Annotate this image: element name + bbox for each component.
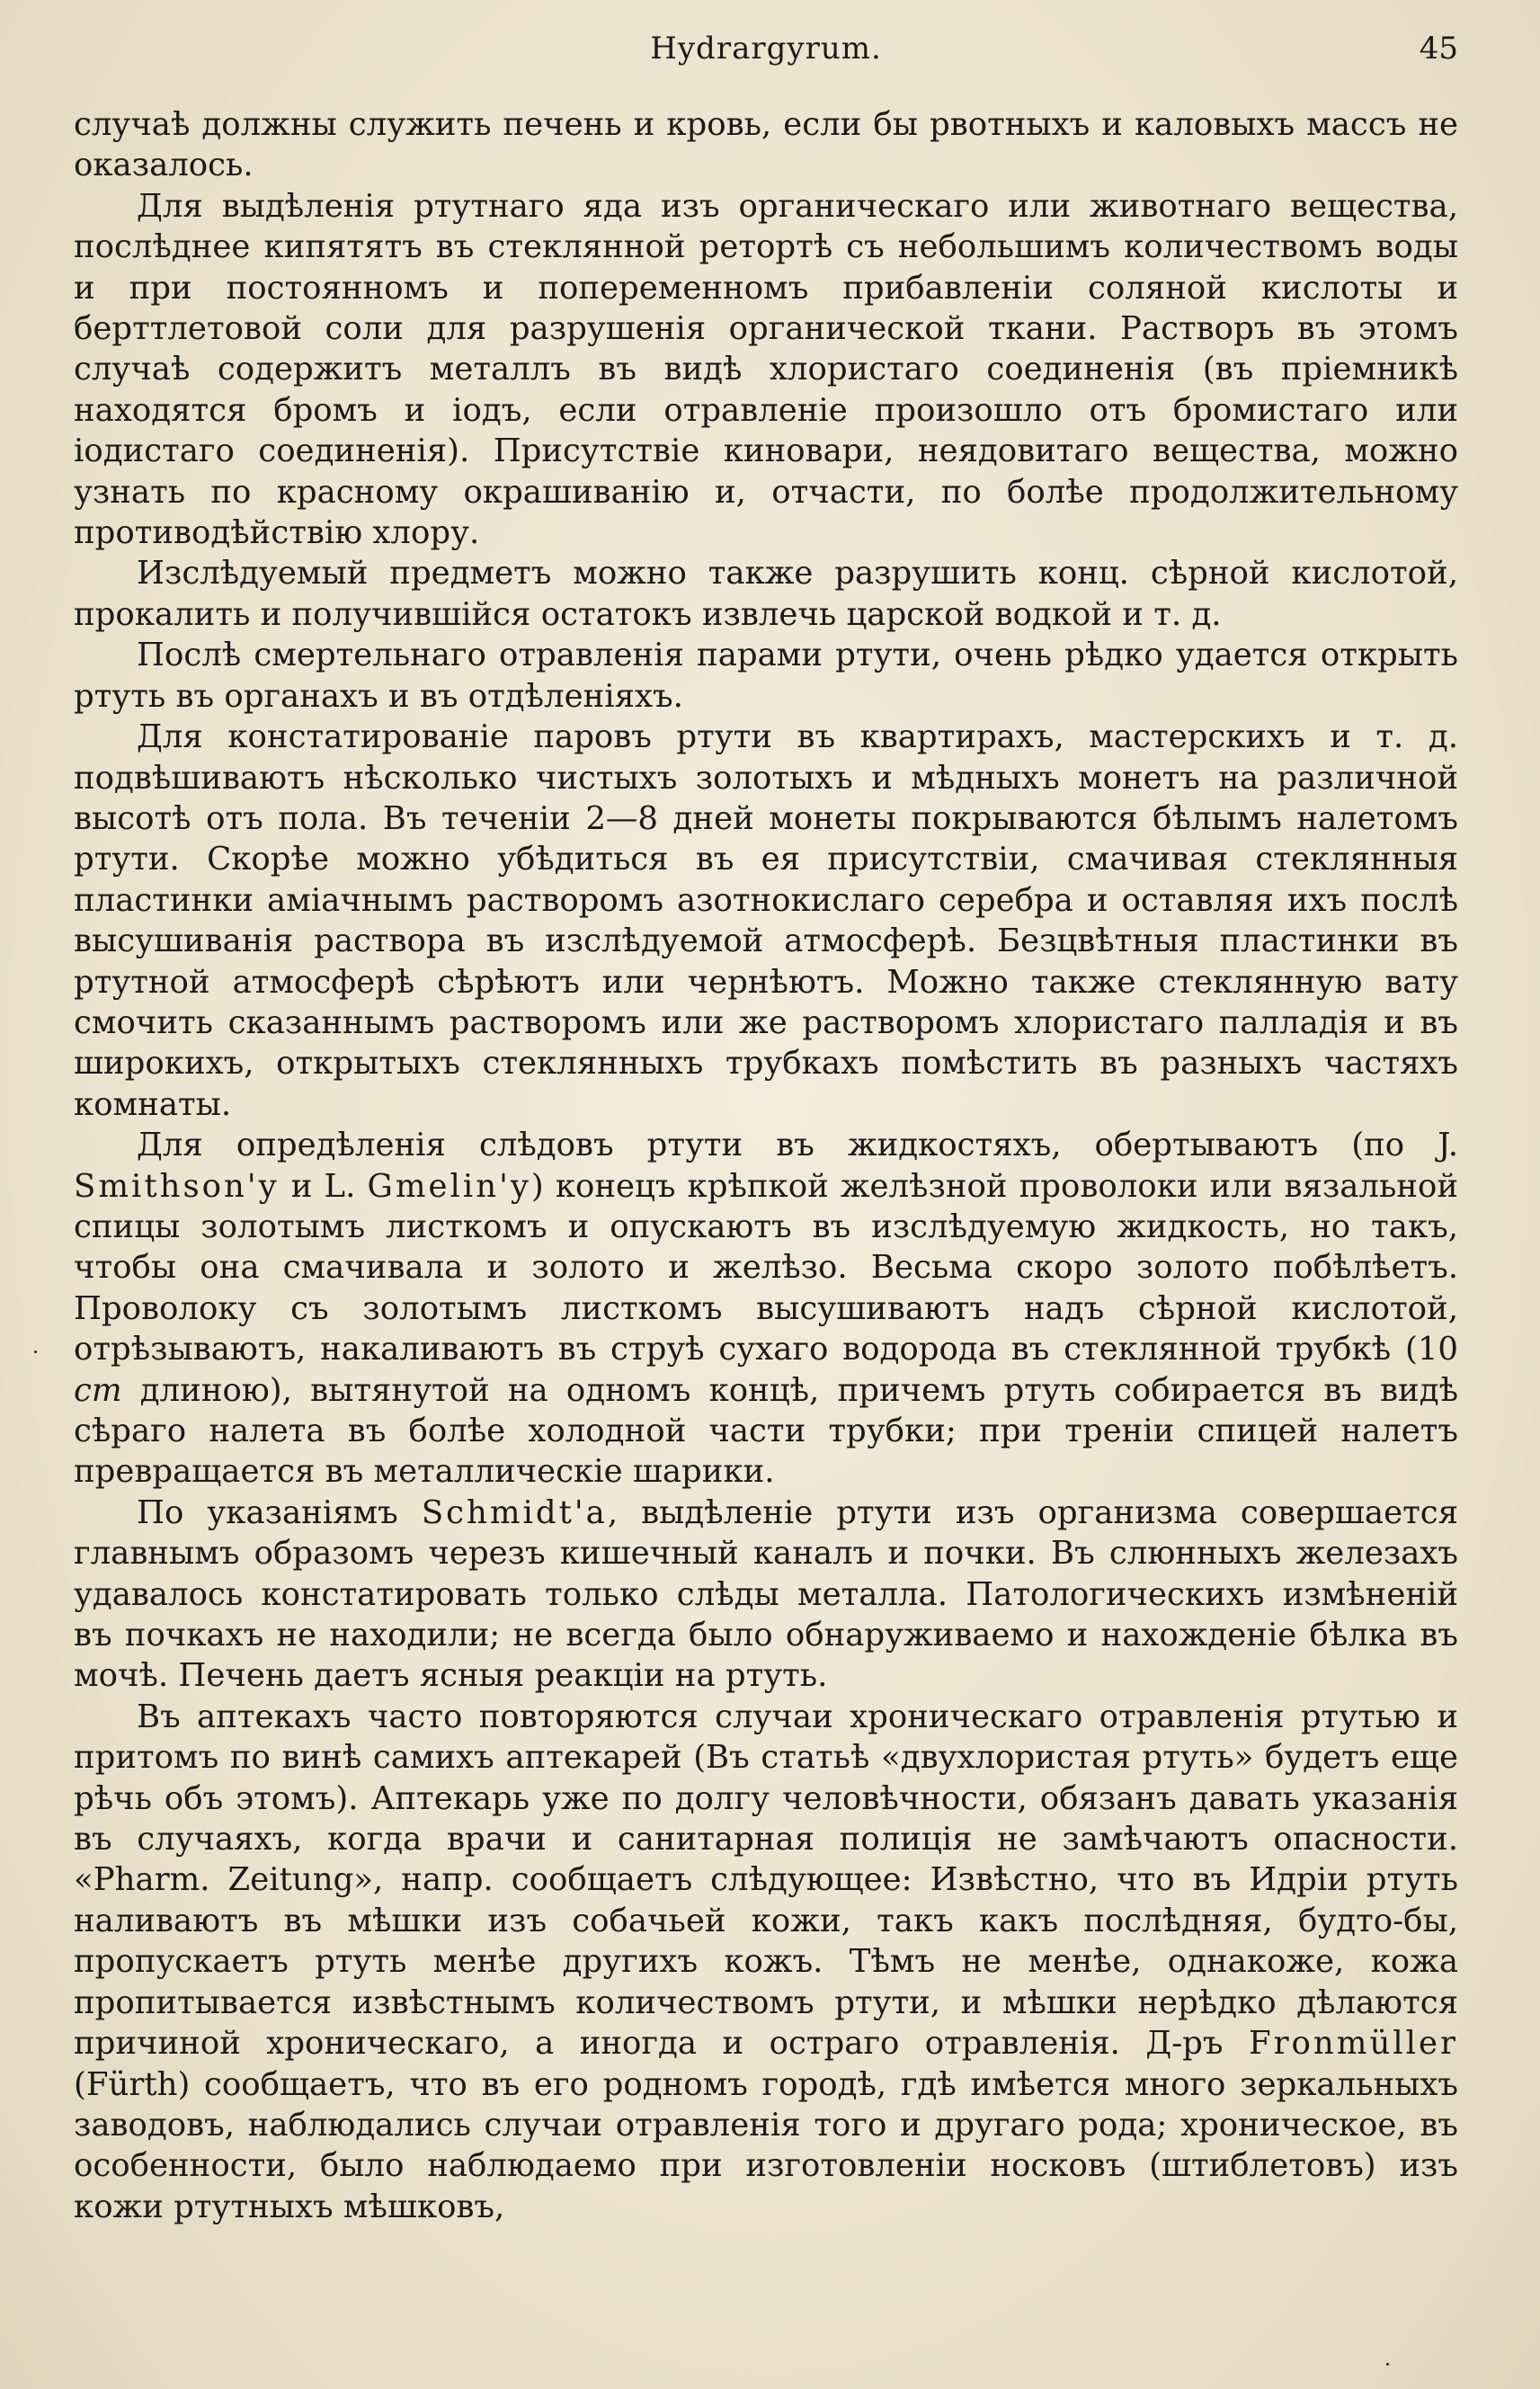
paragraph [74,1697,1458,2227]
paragraph [74,1125,1458,1493]
author-name: Schmidt'a [421,1493,608,1531]
text-run: и L. [279,1167,368,1205]
text-run: , выдѣленіе ртути изъ организма совершается главнымъ образомъ черезъ кишечный каналъ и почки. Въ слюнныхъ железахъ удавалось констатировать только слѣды металла. Патологическихъ измѣненій въ почкахъ не находили; не всегда было обнаруживаемо и нахожденіе бѣлка въ мочѣ. Печень даетъ ясныя реакціи на ртуть. [74,1493,1458,1695]
ink-speck [1386,2363,1389,2366]
paragraph: Изслѣдуемый предметъ можно также разрушить конц. сѣрной кислотой, прокалить и получившійся остатокъ извлечь царской водкой и т. д. [74,555,1458,633]
author-name: Smithson'y [74,1167,280,1205]
text-run: По указаніямъ [137,1493,422,1531]
paragraph: случаѣ должны служить печень и кровь, если бы рвотныхъ и каловыхъ массъ не оказалось. [74,106,1458,184]
text-run: ) конецъ крѣпкой желѣзной проволоки или вязальной спицы золотымъ листкомъ и опускаютъ въ изслѣдуемую жидкость, но такъ, чтобы она смачивала и золото и желѣзо. Весьма скоро золото побѣлѣетъ. Проволоку съ золотымъ листкомъ высушиваютъ надъ сѣрной кислотой, отрѣзываютъ, накаливаютъ въ струѣ сухаго водорода въ стеклянной трубкѣ (10 [74,1167,1458,1368]
unit: cm [74,1371,122,1409]
author-name: Fronmüller [1248,2025,1458,2063]
page-number: 45 [1419,31,1458,67]
text-run: (Fürth) сообщаетъ, что въ его родномъ городѣ, гдѣ имѣется много зеркальныхъ заводовъ, наблюдались случаи отравленія того и другаго рода; хроническое, въ особенности, было наблюдаемо при изготовленіи носковъ (штиблетовъ) изъ кожи ртутныхъ мѣшковъ, [74,2065,1458,2225]
paragraph: Послѣ смертельнаго отравленія парами ртути, очень рѣдко удается открыть ртуть въ органахъ и въ отдѣленіяхъ. [74,637,1458,715]
text-run: длиною), вытянутой на одномъ концѣ, причемъ ртуть собирается въ видѣ сѣраго налета въ болѣе холодной части трубки; при треніи спицей налетъ превращается въ металлическіе шарики. [74,1371,1458,1491]
ink-speck [34,1350,37,1353]
paragraph [74,1493,1458,1697]
text-run: Въ аптекахъ часто повторяются случаи хроническаго отравленія ртутью и притомъ по винѣ самихъ аптекарей (Въ статьѣ «двухлористая ртуть» будетъ еще рѣчь объ этомъ). Аптекарь уже по долгу человѣчности, обязанъ давать указанія въ случаяхъ, когда врачи и санитарная полиція не замѣчаютъ опасности. «Pharm. Zeitung», напр. сообщаетъ слѣдующее: Извѣстно, что въ Идріи ртуть наливаютъ въ мѣшки изъ собачьей кожи, такъ какъ послѣдняя, будто-бы, пропускаетъ ртуть менѣе другихъ кожъ. Тѣмъ не менѣе, однакоже, кожа пропитывается извѣстнымъ количествомъ ртути, и мѣшки нерѣдко дѣлаются причиной хроническаго, а иногда и остраго отравленія. Д-ръ [74,1698,1458,2063]
running-head [74,23,1458,74]
body-text [74,104,1458,2227]
paragraph: Для выдѣленія ртутнаго яда изъ органическаго или животнаго вещества, послѣднее кипятятъ въ стеклянной ретортѣ съ небольшимъ количествомъ воды и при постоянномъ и попеременномъ прибавленіи соляной кислоты и берттлетовой соли для разрушенія органической ткани. Растворъ въ этомъ случаѣ содержитъ металлъ въ видѣ хлористаго соединенія (въ пріемникѣ находятся бромъ и іодъ, если отравленіе произошло отъ бромистаго или іодистаго соединенія). Присутствіе киновари, неядовитаго вещества, можно узнать по красному окрашиванію и, отчасти, по болѣе продолжительному противодѣйствію хлору. [74,187,1458,552]
text-run: Для опредѣленія слѣдовъ ртути въ жидкостяхъ, обертываютъ (по J. [137,1127,1458,1164]
author-name: Gmelin'y [367,1167,531,1205]
running-title: Hydrargyrum. [650,31,882,67]
paragraph: Для констатированіе паровъ ртути въ квартирахъ, мастерскихъ и т. д. подвѣшиваютъ нѣсколько чистыхъ золотыхъ и мѣдныхъ монетъ на различной высотѣ отъ пола. Въ теченіи 2—8 дней монеты покрываются бѣлымъ налетомъ ртути. Скорѣе можно убѣдиться въ ея присутствіи, смачивая стеклянныя пластинки аміачнымъ растворомъ азотнокислаго серебра и оставляя ихъ послѣ высушиванія раствора въ изслѣдуемой атмосферѣ. Безцвѣтныя пластинки въ ртутной атмосферѣ сѣрѣютъ или чернѣютъ. Можно также стеклянную вату смочить сказаннымъ растворомъ или же растворомъ хлористаго палладія и въ широкихъ, открытыхъ стеклянныхъ трубкахъ помѣстить въ разныхъ частяхъ комнаты. [74,718,1458,1123]
